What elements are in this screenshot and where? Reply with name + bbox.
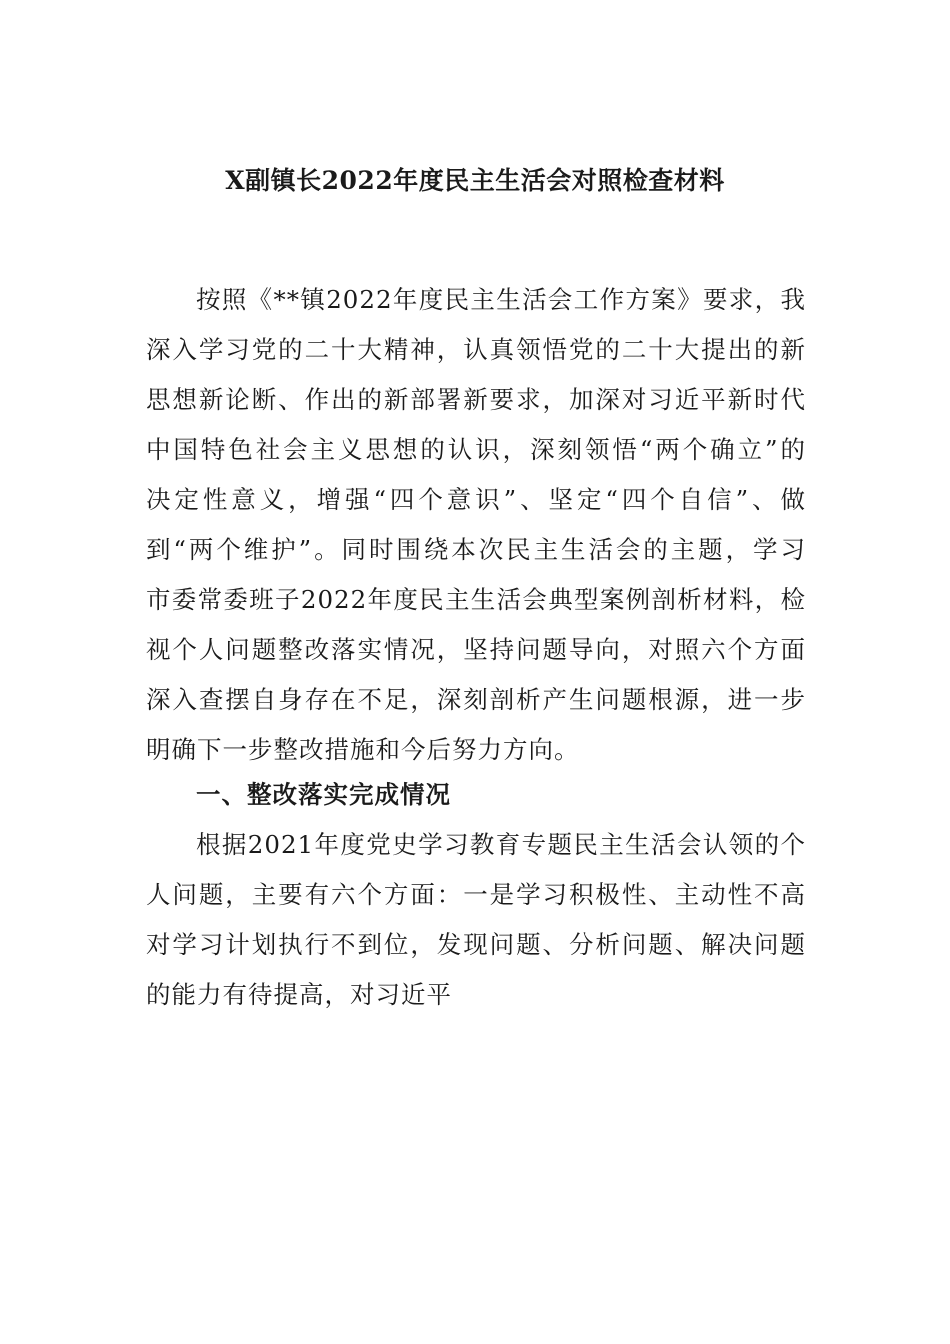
paragraph-line: 对学习计划执行不到位，发现问题、分析问题、解决问题 xyxy=(146,930,806,959)
paragraph-line: 中国特色社会主义思想的认识，深刻领悟“两个确立”的 xyxy=(146,435,806,464)
paragraph-line: 深入学习党的二十大精神，认真领悟党的二十大提出的新 xyxy=(146,335,806,364)
paragraph-line: 到“两个维护”。同时围绕本次民主生活会的主题，学习 xyxy=(146,535,806,564)
paragraph-line: 明确下一步整改措施和今后努力方向。 xyxy=(146,735,580,764)
paragraph-line: 人问题，主要有六个方面：一是学习积极性、主动性不高 xyxy=(146,880,806,909)
document-title: X副镇长2022年度民主生活会对照检查材料 xyxy=(225,166,725,195)
section1-paragraph xyxy=(146,820,806,1020)
paragraph-line: 根据2021年度党史学习教育专题民主生活会认领的个 xyxy=(196,830,806,859)
paragraph-line: 视个人问题整改落实情况，坚持问题导向，对照六个方面 xyxy=(146,635,806,664)
section-heading: 一、整改落实完成情况 xyxy=(196,780,451,809)
paragraph-line: 思想新论断、作出的新部署新要求，加深对习近平新时代 xyxy=(146,385,806,414)
paragraph-line: 市委常委班子2022年度民主生活会典型案例剖析材料，检 xyxy=(146,585,806,614)
paragraph-line: 按照《**镇2022年度民主生活会工作方案》要求，我 xyxy=(196,285,806,314)
intro-paragraph xyxy=(146,275,806,775)
paragraph-line: 决定性意义，增强“四个意识”、坚定“四个自信”、做 xyxy=(146,485,806,514)
paragraph-line: 深入查摆自身存在不足，深刻剖析产生问题根源，进一步 xyxy=(146,685,806,714)
paragraph-line: 的能力有待提高，对习近平 xyxy=(146,980,452,1009)
